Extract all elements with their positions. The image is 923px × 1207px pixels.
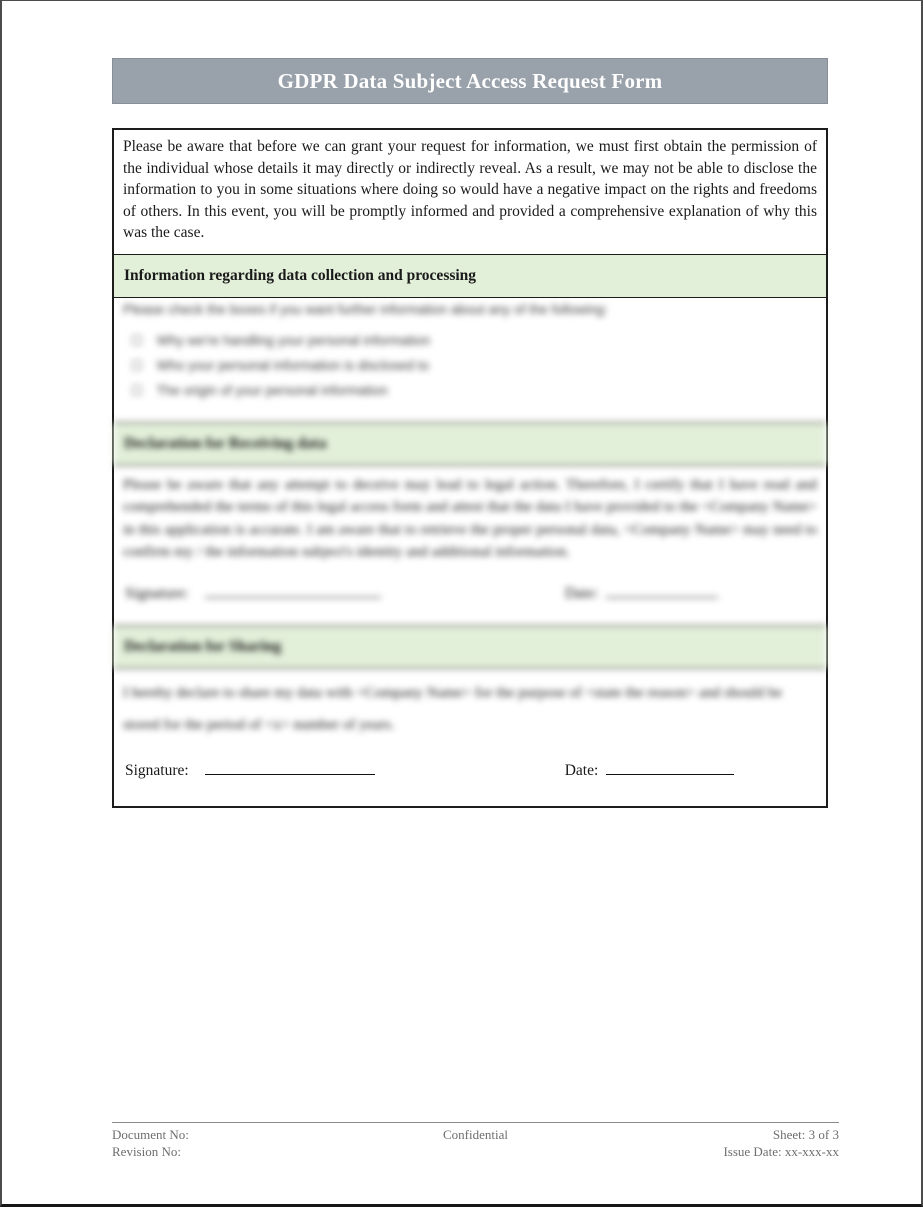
blurred-content-region [114,298,826,741]
sheet-number: Sheet: 3 of 3 [772,1127,839,1142]
page-footer [112,1122,839,1160]
receiving-declaration-section [114,466,826,625]
checklist-item-handling[interactable] [123,333,817,349]
footer-center [354,1126,596,1160]
footer-right [597,1126,839,1160]
date-line[interactable] [606,761,734,775]
confidential-label: Confidential [442,1127,508,1142]
permission-notice-paragraph: Please be aware that before we can grant your request for information, we must first obtain the permission of the individual whose details it may directly or indirectly reveal. As a result, we may not be able to disclose the information to you in some situations where doing so would have a negative impact on the rights and freedoms of others. In this event, you will be promptly informed and provided a comprehensive explanation of why this was the case. [123,138,817,242]
sharing-signature-row [114,741,826,806]
signature-label: Signature: [125,761,189,779]
checkbox-icon[interactable]: ☐ [131,357,143,373]
section-header-sharing-declaration: Declaration for Sharing [114,625,826,669]
checklist-item-disclosure[interactable] [123,358,817,374]
checklist-item-label: The origin of your personal information [156,382,388,398]
sharing-declaration-text: I hereby declare to share my data with <Company Name> for the purpose of <state the reason> and should be stored for the period of <x> number of years. [123,684,783,733]
checklist-intro: Please check the boxes if you want further information about any of the following: [123,301,608,317]
information-checklist [114,298,826,422]
issue-date: Issue Date: xx-xxx-xx [723,1144,839,1159]
page-title: GDPR Data Subject Access Request Form [277,68,663,93]
checkbox-icon[interactable]: ☐ [131,382,143,398]
title-bar [112,58,828,104]
date-line[interactable] [606,584,718,598]
date-label: Date: [564,761,599,779]
form-body-table [112,128,828,808]
signature-line[interactable] [205,584,381,598]
date-label: Date: [564,584,599,602]
document-no-label: Document No: [112,1127,189,1142]
checklist-item-label: Who your personal information is disclosed to [156,357,430,373]
checklist-item-label: Why we're handling your personal information [156,332,431,348]
section-header-receiving-declaration: Declaration for Receiving data [114,422,826,466]
receiving-declaration-text: Please be aware that any attempt to deceive may lead to legal action. Therefore, I certify that I have read and comprehended the terms of this legal access form and attest that the data I have provided to the <Company Name> in this application is accurate. I am aware that to retrieve the proper personal data, <Company Name> may need to confirm my / the information subject's identity and additional information. [123,476,817,561]
revision-no-label: Revision No: [112,1144,181,1159]
section-header-information: Information regarding data collection and processing [114,254,826,298]
signature-line[interactable] [205,761,375,775]
footer-left [112,1126,354,1160]
receiving-signature-row [114,564,826,625]
signature-label: Signature: [125,584,189,602]
checkbox-icon[interactable]: ☐ [131,332,143,348]
checklist-item-origin[interactable] [123,383,817,399]
